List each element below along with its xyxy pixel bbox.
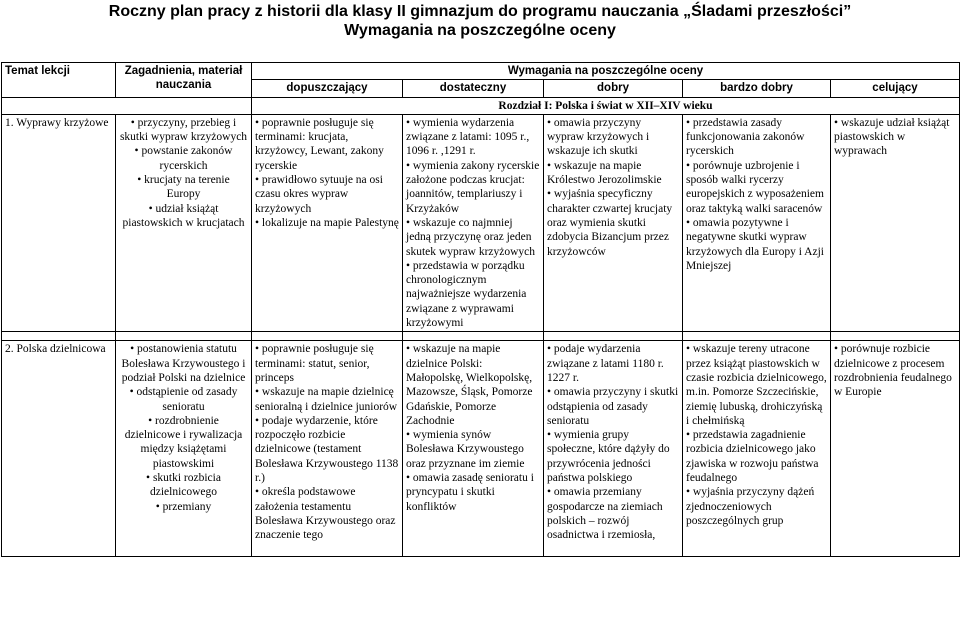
list-item: • prawidłowo sytuuje na osi czasu okres wypraw krzyżowych: [255, 173, 399, 216]
list-item: • poprawnie posługuje się terminami: statut, senior, princeps: [255, 342, 399, 385]
grade-1-cell: [252, 341, 403, 557]
issues-cell: [116, 114, 252, 331]
grade-1-header: dopuszczający: [252, 80, 403, 97]
page-header: [0, 0, 960, 62]
list-item: • rozdrobnienie dzielnicowe i rywalizacja między książętami piastowskimi: [119, 414, 248, 471]
table-row: [2, 114, 960, 331]
list-item: • wskazuje na mapie Królestwo Jerozolimskie: [547, 159, 679, 188]
grade-5-cell: [831, 341, 960, 557]
list-item: • wskazuje na mapie dzielnice Polski: Małopolskę, Wielkopolskę, Mazowsze, Śląsk, Pomorze Gdańskie, Pomorze Zachodnie: [406, 342, 540, 428]
list-item: • przedstawia zagadnienie rozbicia dzielnicowego jako zjawiska w rozwoju państwa feudalnego: [686, 428, 827, 485]
list-item: • wymienia zakony rycerskie założone podczas krucjat: joannitów, templariuszy i Krzyżaków: [406, 159, 540, 216]
topic-cell: 1. Wyprawy krzyżowe: [2, 114, 116, 331]
list-item: • skutki rozbicia dzielnicowego: [119, 471, 248, 500]
list-item: • powstanie zakonów rycerskich: [119, 144, 248, 173]
section-row: [2, 97, 960, 114]
list-item: • poprawnie posługuje się terminami: krucjata, krzyżowcy, Lewant, zakony rycerskie: [255, 116, 399, 173]
grade-3-header: dobry: [544, 80, 683, 97]
section-title: Rozdział I: Polska i świat w XII–XIV wieku: [252, 97, 960, 114]
table-row: [2, 341, 960, 557]
list-item: • odstąpienie od zasady senioratu: [119, 385, 248, 414]
list-item: • przedstawia w porządku chronologicznym najważniejsze wydarzenia związane z wyprawami krzyżowymi: [406, 259, 540, 330]
header-row: [2, 63, 960, 80]
list-item: • przedstawia zasady funkcjonowania zakonów rycerskich: [686, 116, 827, 159]
grade-5-header: celujący: [831, 80, 960, 97]
list-item: • podaje wydarzenia związane z latami 1180 r. 1227 r.: [547, 342, 679, 385]
list-item: • wyjaśnia przyczyny dążeń zjednoczeniowych poszczególnych grup: [686, 485, 827, 528]
spacer-row: [2, 332, 960, 341]
list-item: • postanowienia statutu Bolesława Krzywoustego i podział Polski na dzielnice: [119, 342, 248, 385]
list-item: • porównuje uzbrojenie i sposób walki rycerzy europejskich z wyposażeniem oraz taktyką walki saracenów: [686, 159, 827, 216]
grade-4-cell: [683, 341, 831, 557]
grade-5-cell: [831, 114, 960, 331]
list-item: • omawia zasadę senioratu i pryncypatu i skutki konfliktów: [406, 471, 540, 514]
list-item: • udział książąt piastowskich w krucjatach: [119, 202, 248, 231]
list-item: • przyczyny, przebieg i skutki wypraw krzyżowych: [119, 116, 248, 145]
grade-2-cell: [403, 341, 544, 557]
list-item: • porównuje rozbicie dzielnicowe z procesem rozdrobnienia feudalnego w Europie: [834, 342, 956, 399]
list-item: • wyjaśnia specyficzny charakter czwartej krucjaty oraz wymienia skutki zdobycia Bizancjum przez krzyżowców: [547, 187, 679, 258]
page-subtitle: Wymagania na poszczególne oceny: [344, 22, 616, 39]
issues-cell: [116, 341, 252, 557]
grade-3-cell: [544, 341, 683, 557]
list-item: • lokalizuje na mapie Palestynę: [255, 216, 399, 230]
requirements-table: [1, 62, 960, 557]
grade-3-cell: [544, 114, 683, 331]
list-item: • wymienia wydarzenia związane z latami: 1095 r., 1096 r. ,1291 r.: [406, 116, 540, 159]
grade-4-cell: [683, 114, 831, 331]
grade-2-header: dostateczny: [403, 80, 544, 97]
section-blank: [2, 97, 252, 114]
list-item: • omawia pozytywne i negatywne skutki wypraw krzyżowych dla Europy i Azji Mniejszej: [686, 216, 827, 273]
list-item: • omawia przyczyny wypraw krzyżowych i wskazuje ich skutki: [547, 116, 679, 159]
list-item: • wskazuje tereny utracone przez książąt piastowskich w czasie rozbicia dzielnicowego, m.in. Pomorze Szczecińskie, ziemię lubuską, drohiczyńską i chełmińską: [686, 342, 827, 428]
header-issues: Zagadnienia, materiał nauczania: [116, 63, 252, 98]
list-item: • krucjaty na terenie Europy: [119, 173, 248, 202]
list-item: • wymienia grupy społeczne, które dążyły do przywrócenia jedności państwa polskiego: [547, 428, 679, 485]
topic-cell: 2. Polska dzielnicowa: [2, 341, 116, 557]
list-item: • podaje wydarzenie, które rozpoczęło rozbicie dzielnicowe (testament Bolesława Krzywoustego 1138 r.): [255, 414, 399, 485]
list-item: • wymienia synów Bolesława Krzywoustego oraz przyznane im ziemie: [406, 428, 540, 471]
list-item: • wskazuje co najmniej jedną przyczynę oraz jeden skutek wypraw krzyżowych: [406, 216, 540, 259]
list-item: • wskazuje na mapie dzielnicę senioralną i dzielnice juniorów: [255, 385, 399, 414]
grade-1-cell: [252, 114, 403, 331]
grade-2-cell: [403, 114, 544, 331]
header-topic: Temat lekcji: [2, 63, 116, 98]
list-item: • wskazuje udział książąt piastowskich w wyprawach: [834, 116, 956, 159]
grade-4-header: bardzo dobry: [683, 80, 831, 97]
list-item: • omawia przemiany gospodarcze na ziemiach polskich – rozwój osadnictwa i rzemiosła,: [547, 485, 679, 542]
header-requirements: Wymagania na poszczególne oceny: [252, 63, 960, 80]
list-item: • określa podstawowe założenia testamentu Bolesława Krzywoustego oraz znaczenie tego: [255, 485, 399, 542]
page-title: Roczny plan pracy z historii dla klasy II gimnazjum do programu nauczania „Śladami przeszłości”: [108, 3, 852, 20]
list-item: • przemiany: [119, 500, 248, 514]
list-item: • omawia przyczyny i skutki odstąpienia od zasady senioratu: [547, 385, 679, 428]
